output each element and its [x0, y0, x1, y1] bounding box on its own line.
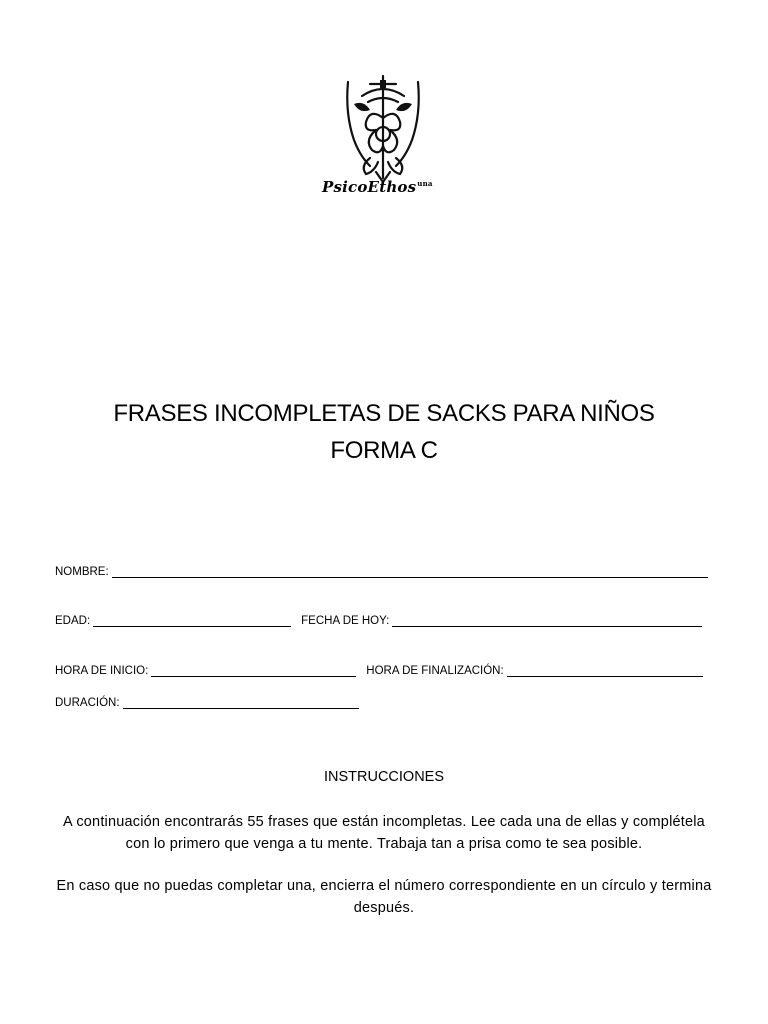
instructions-heading: INSTRUCCIONES	[323, 769, 445, 785]
duracion-field	[55, 697, 359, 709]
emblem-icon	[340, 74, 426, 186]
hora-final-label: HORA DE FINALIZACIÓN:	[366, 665, 504, 677]
duracion-label: DURACIÓN:	[55, 697, 120, 709]
instructions-paragraph-2: En caso que no puedas completar una, encierra el número correspondiente en un círculo y termina después.	[56, 878, 712, 916]
nombre-field	[55, 566, 708, 578]
document-subtitle: FORMA C	[330, 437, 438, 464]
logo-wordmark: PsicoEthos$^{una}$	[322, 178, 433, 196]
hora-inicio-label: HORA DE INICIO:	[55, 665, 149, 677]
edad-line	[93, 615, 291, 627]
nombre-label: NOMBRE:	[55, 566, 109, 578]
edad-label: EDAD:	[55, 615, 91, 627]
hora-row	[55, 665, 703, 677]
logo	[318, 74, 450, 210]
edad-fecha-row	[55, 615, 702, 627]
instructions-paragraph-1: A continuación encontrarás 55 frases que están incompletas. Lee cada una de ellas y complétela con lo primero que venga a tu mente. Trabaja tan a prisa como te sea posible.	[63, 814, 705, 852]
nombre-line	[112, 566, 708, 578]
fecha-label: FECHA DE HOY:	[301, 615, 390, 627]
document-title: FRASES INCOMPLETAS DE SACKS PARA NIÑOS	[113, 400, 655, 427]
hora-inicio-line	[151, 665, 356, 677]
hora-final-line	[507, 665, 703, 677]
fecha-line	[392, 615, 702, 627]
duracion-line	[123, 697, 359, 709]
